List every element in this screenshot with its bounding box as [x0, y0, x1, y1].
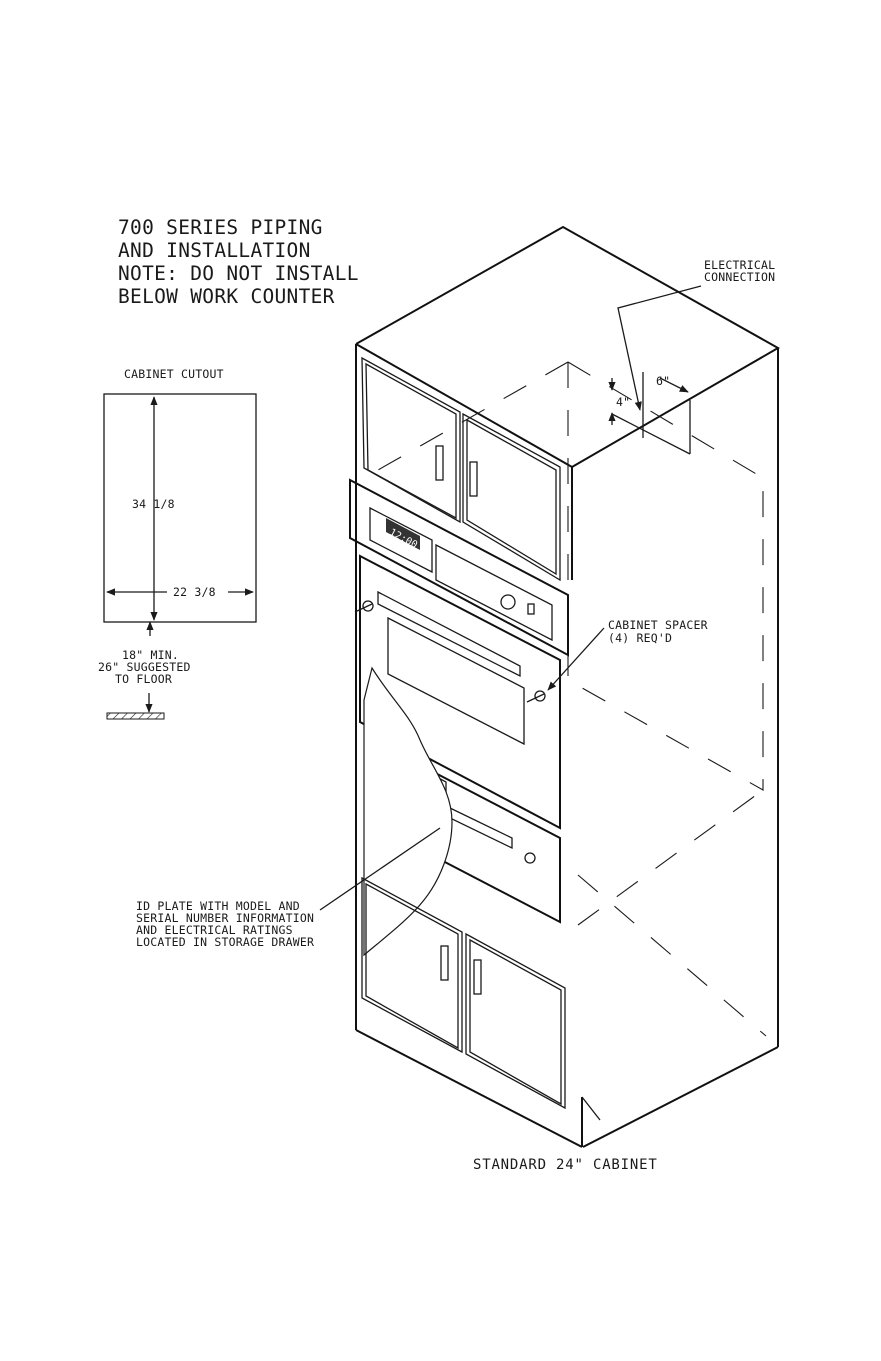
id-plate-line-4: LOCATED IN STORAGE DRAWER: [136, 935, 315, 949]
cutout-width-value: 22 3/8: [173, 585, 216, 599]
floor-line-1: 18" MIN.: [122, 648, 179, 662]
title-line-1: 700 SERIES PIPING: [118, 216, 323, 239]
spacer-label-line-1: CABINET SPACER: [608, 618, 708, 632]
cutout-height-value: 34 1/8: [132, 497, 175, 511]
cutout-label: CABINET CUTOUT: [124, 367, 224, 381]
cabinet-caption: STANDARD 24" CABINET: [473, 1157, 658, 1173]
electrical-height-value: 4": [616, 395, 631, 409]
cabinet-body: [356, 227, 778, 1147]
oven-door-handle: [378, 592, 520, 676]
electrical-label-line-2: CONNECTION: [704, 270, 776, 284]
oven-clock-readout: 12:00: [387, 527, 420, 551]
oven-control-knob: [501, 595, 515, 609]
electrical-width-value: 6": [656, 374, 671, 388]
title-line-3: NOTE: DO NOT INSTALL: [118, 262, 359, 285]
electrical-connection-dimension: [612, 286, 701, 454]
upper-cabinet-doors: [362, 358, 560, 580]
electrical-label-line-1: ELECTRICAL: [704, 258, 776, 272]
id-plate-line-3: AND ELECTRICAL RATINGS: [136, 923, 293, 937]
floor-line-2: 26" SUGGESTED: [98, 660, 191, 674]
spacer-label-line-2: (4) REQ'D: [608, 631, 673, 645]
lower-right-handle: [474, 960, 481, 994]
id-plate-line-1: ID PLATE WITH MODEL AND: [136, 899, 300, 913]
floor-hatch: [107, 713, 164, 719]
upper-right-handle: [470, 462, 477, 496]
upper-left-handle: [436, 446, 443, 480]
title-line-2: AND INSTALLATION: [118, 239, 311, 262]
title-line-4: BELOW WORK COUNTER: [118, 285, 335, 308]
id-plate-line-2: SERIAL NUMBER INFORMATION: [136, 911, 315, 925]
floor-line-3: TO FLOOR: [115, 672, 172, 686]
lower-left-handle: [441, 946, 448, 980]
